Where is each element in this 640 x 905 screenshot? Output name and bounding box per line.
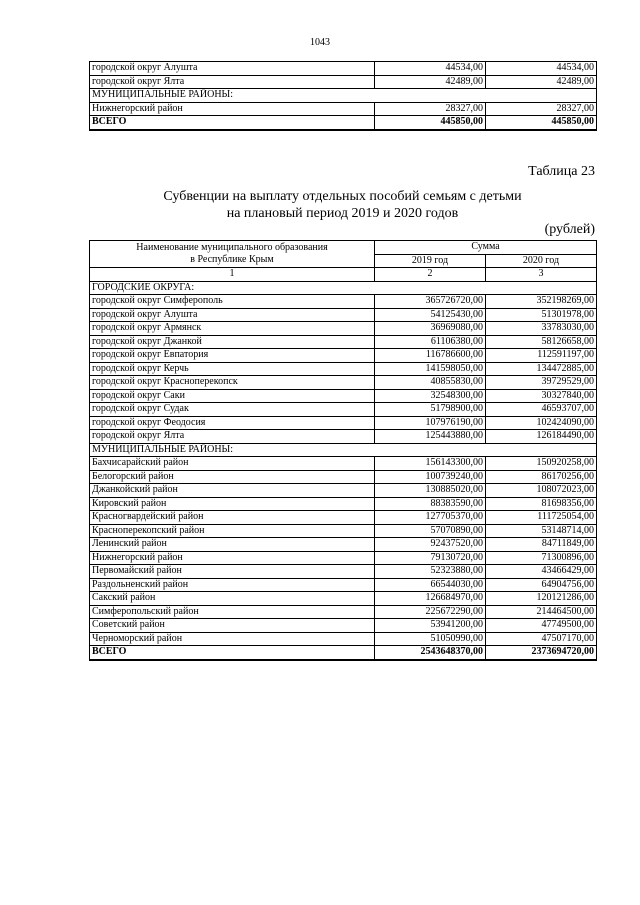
value-2020: 51301978,00 bbox=[486, 308, 597, 322]
table-label: Таблица 23 bbox=[528, 164, 595, 179]
column-number-3: 3 bbox=[486, 268, 597, 282]
row-name: городской округ Ялта bbox=[90, 430, 375, 444]
row-name: городской округ Керчь bbox=[90, 362, 375, 376]
value-2019: 79130720,00 bbox=[375, 551, 486, 565]
value-2019: 445850,00 bbox=[375, 116, 486, 130]
row-name: Ленинский район bbox=[90, 538, 375, 552]
header-sum: Сумма bbox=[375, 241, 597, 255]
row-name: городской округ Красноперекопск bbox=[90, 376, 375, 390]
value-2019: 88383590,00 bbox=[375, 497, 486, 511]
value-2020: 47507170,00 bbox=[486, 632, 597, 646]
value-2019: 107976190,00 bbox=[375, 416, 486, 430]
value-2019: 141598050,00 bbox=[375, 362, 486, 376]
table-row bbox=[90, 592, 597, 606]
table-row bbox=[90, 403, 597, 417]
value-2020: 53148714,00 bbox=[486, 524, 597, 538]
value-2019: 54125430,00 bbox=[375, 308, 486, 322]
value-2019: 51798900,00 bbox=[375, 403, 486, 417]
value-2020: 39729529,00 bbox=[486, 376, 597, 390]
row-name: городской округ Феодосия bbox=[90, 416, 375, 430]
title-line-2: на плановый период 2019 и 2020 годов bbox=[226, 206, 459, 221]
value-2019: 57070890,00 bbox=[375, 524, 486, 538]
table-row bbox=[90, 62, 597, 76]
subsidy-table bbox=[89, 240, 597, 661]
table-row bbox=[90, 430, 597, 444]
value-2019: 40855830,00 bbox=[375, 376, 486, 390]
row-name: Красногвардейский район bbox=[90, 511, 375, 525]
header-year-2020: 2020 год bbox=[486, 254, 597, 268]
table-row bbox=[90, 362, 597, 376]
value-2020: 64904756,00 bbox=[486, 578, 597, 592]
value-2020: 84711849,00 bbox=[486, 538, 597, 552]
value-2020: 120121286,00 bbox=[486, 592, 597, 606]
row-name: Черноморский район bbox=[90, 632, 375, 646]
value-2019: 53941200,00 bbox=[375, 619, 486, 633]
row-name: городской округ Алушта bbox=[90, 62, 375, 76]
value-2020: 150920258,00 bbox=[486, 457, 597, 471]
value-2020: 30327840,00 bbox=[486, 389, 597, 403]
row-name: городской округ Судак bbox=[90, 403, 375, 417]
section-row bbox=[90, 443, 597, 457]
title-line-1: Субвенции на выплату отдельных пособий семьям с детьми bbox=[163, 189, 522, 204]
value-2019: 92437520,00 bbox=[375, 538, 486, 552]
value-2020: 47749500,00 bbox=[486, 619, 597, 633]
row-name: Кировский район bbox=[90, 497, 375, 511]
section-label: МУНИЦИПАЛЬНЫЕ РАЙОНЫ: bbox=[90, 443, 597, 457]
header-row bbox=[90, 241, 597, 255]
header-name-cell bbox=[90, 241, 375, 268]
table-row bbox=[90, 335, 597, 349]
row-name: городской округ Джанкой bbox=[90, 335, 375, 349]
value-2020: 33783030,00 bbox=[486, 322, 597, 336]
row-name: ВСЕГО bbox=[90, 646, 375, 660]
table-row bbox=[90, 75, 597, 89]
value-2019: 36969080,00 bbox=[375, 322, 486, 336]
value-2019: 365726720,00 bbox=[375, 295, 486, 309]
value-2020: 352198269,00 bbox=[486, 295, 597, 309]
row-name: Красноперекопский район bbox=[90, 524, 375, 538]
value-2019: 44534,00 bbox=[375, 62, 486, 76]
value-2019: 125443880,00 bbox=[375, 430, 486, 444]
row-name: Нижнегорский район bbox=[90, 102, 375, 116]
value-2020: 86170256,00 bbox=[486, 470, 597, 484]
table-row bbox=[90, 511, 597, 525]
value-2020: 42489,00 bbox=[486, 75, 597, 89]
value-2019: 66544030,00 bbox=[375, 578, 486, 592]
section-label: ГОРОДСКИЕ ОКРУГА: bbox=[90, 281, 597, 295]
value-2019: 52323880,00 bbox=[375, 565, 486, 579]
table-row bbox=[90, 322, 597, 336]
value-2020: 43466429,00 bbox=[486, 565, 597, 579]
header-year-2019: 2019 год bbox=[375, 254, 486, 268]
value-2020: 445850,00 bbox=[486, 116, 597, 130]
table-row bbox=[90, 578, 597, 592]
value-2019: 100739240,00 bbox=[375, 470, 486, 484]
row-name: городской округ Симферополь bbox=[90, 295, 375, 309]
table-row bbox=[90, 497, 597, 511]
table-row bbox=[90, 538, 597, 552]
value-2020: 2373694720,00 bbox=[486, 646, 597, 660]
row-name: Советский район bbox=[90, 619, 375, 633]
row-name: Нижнегорский район bbox=[90, 551, 375, 565]
row-name: городской округ Армянск bbox=[90, 322, 375, 336]
value-2019: 127705370,00 bbox=[375, 511, 486, 525]
value-2020: 108072023,00 bbox=[486, 484, 597, 498]
table-row bbox=[90, 551, 597, 565]
row-name: городской округ Евпатория bbox=[90, 349, 375, 363]
section-row bbox=[90, 281, 597, 295]
column-number-1: 1 bbox=[90, 268, 375, 282]
value-2020: 134472885,00 bbox=[486, 362, 597, 376]
table-row bbox=[90, 349, 597, 363]
row-name: ВСЕГО bbox=[90, 116, 375, 130]
value-2020: 81698356,00 bbox=[486, 497, 597, 511]
header-name-line-2: в Республике Крым bbox=[190, 254, 274, 265]
value-2020: 46593707,00 bbox=[486, 403, 597, 417]
section-row bbox=[90, 89, 597, 103]
value-2019: 116786600,00 bbox=[375, 349, 486, 363]
row-name: Белогорский район bbox=[90, 470, 375, 484]
value-2019: 42489,00 bbox=[375, 75, 486, 89]
table-row bbox=[90, 605, 597, 619]
table-row bbox=[90, 524, 597, 538]
table-row bbox=[90, 416, 597, 430]
value-2019: 28327,00 bbox=[375, 102, 486, 116]
table-row bbox=[90, 102, 597, 116]
table-row bbox=[90, 632, 597, 646]
value-2020: 102424090,00 bbox=[486, 416, 597, 430]
table-row bbox=[90, 484, 597, 498]
value-2019: 225672290,00 bbox=[375, 605, 486, 619]
value-2019: 61106380,00 bbox=[375, 335, 486, 349]
row-name: городской округ Ялта bbox=[90, 75, 375, 89]
value-2020: 126184490,00 bbox=[486, 430, 597, 444]
table-row bbox=[90, 308, 597, 322]
column-number-2: 2 bbox=[375, 268, 486, 282]
table-row bbox=[90, 470, 597, 484]
total-row bbox=[90, 116, 597, 130]
table-title bbox=[89, 188, 596, 222]
row-name: Джанкойский район bbox=[90, 484, 375, 498]
row-name: Бахчисарайский район bbox=[90, 457, 375, 471]
table-row bbox=[90, 619, 597, 633]
value-2019: 32548300,00 bbox=[375, 389, 486, 403]
value-2020: 111725054,00 bbox=[486, 511, 597, 525]
total-row bbox=[90, 646, 597, 660]
value-2020: 214464500,00 bbox=[486, 605, 597, 619]
table-row bbox=[90, 457, 597, 471]
row-name: городской округ Саки bbox=[90, 389, 375, 403]
value-2020: 28327,00 bbox=[486, 102, 597, 116]
header-name-line-1: Наименование муниципального образования bbox=[136, 242, 328, 253]
units-label: (рублей) bbox=[544, 222, 595, 237]
row-name: Первомайский район bbox=[90, 565, 375, 579]
table-row bbox=[90, 565, 597, 579]
column-numbers-row bbox=[90, 268, 597, 282]
value-2020: 44534,00 bbox=[486, 62, 597, 76]
value-2020: 112591197,00 bbox=[486, 349, 597, 363]
table-row bbox=[90, 376, 597, 390]
page-number: 1043 bbox=[310, 37, 330, 48]
value-2019: 130885020,00 bbox=[375, 484, 486, 498]
value-2019: 51050990,00 bbox=[375, 632, 486, 646]
row-name: Симферопольский район bbox=[90, 605, 375, 619]
value-2019: 126684970,00 bbox=[375, 592, 486, 606]
row-name: городской округ Алушта bbox=[90, 308, 375, 322]
continued-table bbox=[89, 61, 597, 131]
value-2019: 2543648370,00 bbox=[375, 646, 486, 660]
section-label: МУНИЦИПАЛЬНЫЕ РАЙОНЫ: bbox=[90, 89, 597, 103]
row-name: Сакский район bbox=[90, 592, 375, 606]
value-2020: 71300896,00 bbox=[486, 551, 597, 565]
table-row bbox=[90, 295, 597, 309]
value-2019: 156143300,00 bbox=[375, 457, 486, 471]
value-2020: 58126658,00 bbox=[486, 335, 597, 349]
row-name: Раздольненский район bbox=[90, 578, 375, 592]
table-row bbox=[90, 389, 597, 403]
